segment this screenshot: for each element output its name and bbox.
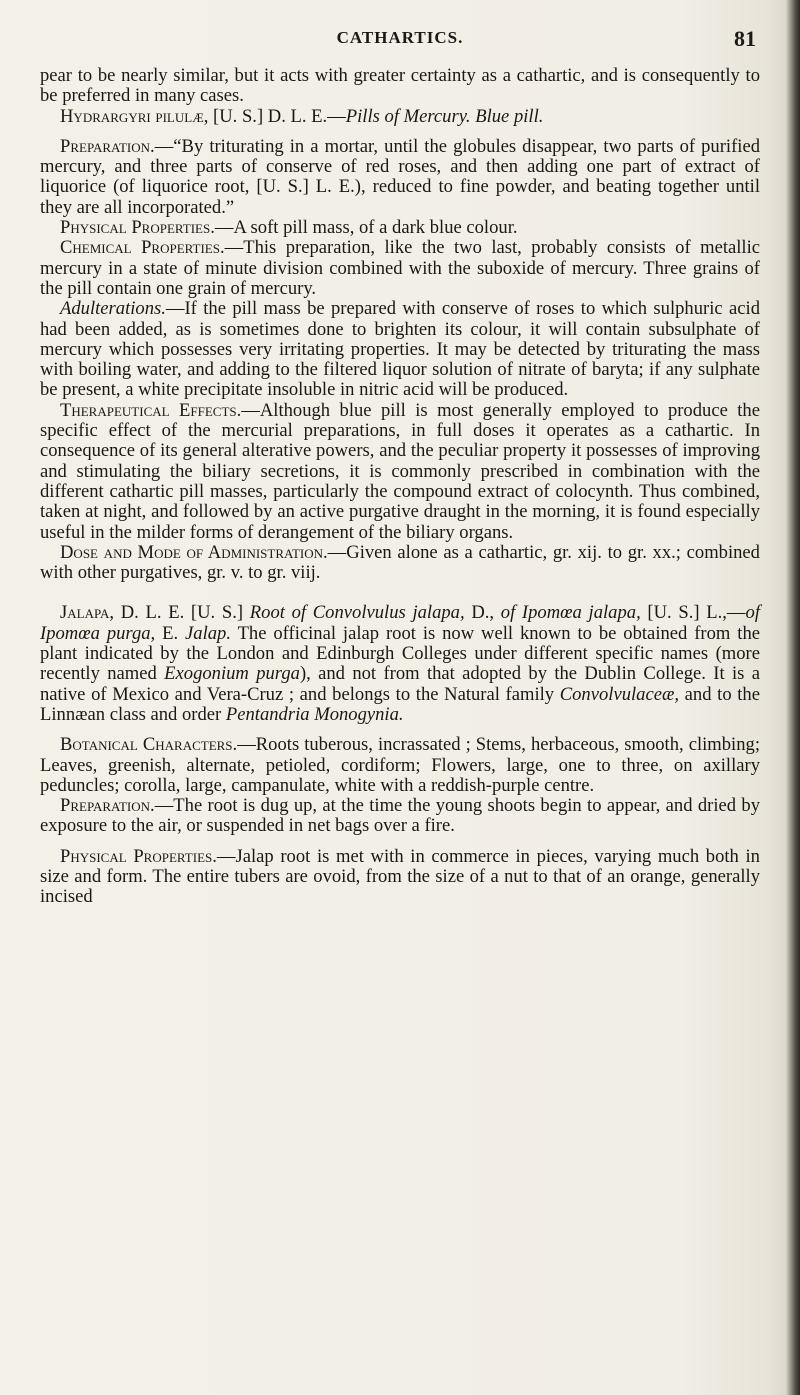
section-label: Preparation. xyxy=(60,135,155,157)
latin-name: Pentandria Monogynia. xyxy=(225,703,404,725)
page-header xyxy=(40,28,760,56)
paragraph-therapeutical-effects xyxy=(40,401,760,543)
paragraph-physical-properties xyxy=(40,218,760,238)
common-name: Jalap. xyxy=(185,622,231,644)
section-text: —The root is dug up, at the time the young shoots begin to appear, and dried by exposure to the air, or suspended in net bags over a fire. xyxy=(40,795,760,837)
entry-text: D., xyxy=(464,602,501,624)
entry-jalapa xyxy=(40,603,760,725)
continued-paragraph: pear to be nearly similar, but it acts with greater certainty as a cathartic, and is consequently to be preferred in many cases. xyxy=(40,65,760,107)
section-label: Therapeutical Effects. xyxy=(60,399,242,421)
page-number: 81 xyxy=(734,26,756,51)
entry-text: and to the Linnæan class and order xyxy=(40,683,760,725)
running-head: CATHARTICS. xyxy=(336,28,464,47)
entry-heading-hydrargyri xyxy=(40,107,760,127)
latin-name: Root of Convolvulus jalapa, xyxy=(249,602,465,624)
entry-title: Hydrargyri pilulæ, xyxy=(60,105,209,127)
section-text: —This preparation, like the two last, probably consists of metallic mercury in a state of minute division combined with the suboxide of mercury. Three grains of the pill contain one grain of mercury. xyxy=(40,237,760,299)
section-text: —Roots tuberous, incrassated ; Stems, herbaceous, smooth, climbing; Leaves, greenish, alternate, petioled, cordiform; Flowers, large, one to three, on axillary peduncles; corolla, large, campanulate, white with a reddish-purple centre. xyxy=(40,734,760,796)
entry-text: ), and not from that adopted by the Dublin College. It is a native of Mexico and Vera-Cruz ; and belongs to the Natural family xyxy=(40,663,760,705)
section-text: —Given alone as a cathartic, gr. xij. to gr. xx.; combined with other purgatives, gr. v. to gr. viij. xyxy=(40,541,760,584)
entry-title-rest: [U. S.] D. L. E.— xyxy=(208,105,346,127)
section-label: Physical Properties. xyxy=(60,845,217,867)
section-label: Botanical Characters. xyxy=(60,734,238,756)
section-label: Physical Properties. xyxy=(60,217,215,239)
paragraph-physical-properties-jalap xyxy=(40,847,760,908)
section-label: Adulterations. xyxy=(60,298,166,320)
paragraph-adulterations xyxy=(40,299,760,400)
entry-title: Jalapa, D. L. E. [U. S.] xyxy=(60,602,250,624)
section-label: Preparation. xyxy=(60,795,155,817)
paragraph-chemical-properties xyxy=(40,238,760,299)
section-label: Dose and Mode of Administration. xyxy=(60,541,328,563)
entry-text: The officinal jalap root is now well known to be obtained from the plant indicated by the London and Edinburgh Colleges under different specific names (more recently named xyxy=(40,622,760,685)
latin-name: Convolvulaceæ, xyxy=(559,683,680,705)
entry-text: [U. S.] L.,— xyxy=(640,602,746,624)
section-text: —Jalap root is met with in commerce in pieces, varying much both in size and form. The entire tubers are ovoid, from the size of a nut to that of an orange, generally incised xyxy=(40,845,760,908)
section-text: —A soft pill mass, of a dark blue colour. xyxy=(214,217,518,239)
latin-name: of Ipomœa jalapa, xyxy=(500,602,641,624)
entry-text: E. xyxy=(155,622,186,644)
section-label: Chemical Properties. xyxy=(60,237,225,259)
paragraph-preparation xyxy=(40,137,760,218)
latin-name: of Ipomœa purga, xyxy=(40,602,760,644)
page-edge-shadow xyxy=(786,0,800,1395)
paragraph-botanical-characters xyxy=(40,735,760,796)
latin-name: Exogonium purga xyxy=(164,663,300,685)
entry-title-translation: Pills of Mercury. Blue pill. xyxy=(345,105,544,127)
section-text: —Although blue pill is most generally employed to produce the specific effect of the mercurial preparations, in full doses it operates as a cathartic. In consequence of its general alterative powers, and the peculiar property it possesses of improving and stimulating the biliary secretions, it is commonly prescribed in combination with the different cathartic pill masses, particularly the compound extract of colocynth. Thus combined, taken at night, and followed by an active purgative draught in the morning, it is found especially useful in the milder forms of derangement of the biliary organs. xyxy=(40,399,760,543)
page-body xyxy=(40,66,760,908)
paragraph-preparation-jalap xyxy=(40,796,760,837)
section-text: —If the pill mass be prepared with conserve of roses to which sulphuric acid had been added, as is sometimes done to brighten its colour, it will contain subsulphate of mercury which possesses very irritating properties. It may be detected by triturating the mass with boiling water, and adding to the filtered liquor solution of nitrate of baryta; if any sulphate be present, a white precipitate insoluble in nitric acid will be produced. xyxy=(40,298,760,401)
paragraph-dose xyxy=(40,543,760,584)
section-text: —“By triturating in a mortar, until the globules disappear, two parts of purified mercury, and three parts of conserve of red roses, and then adding one part of extract of liquorice (of liquorice root, [U. S.] L. E.), reduced to fine powder, and beating together until they are all incorporated.” xyxy=(40,135,760,218)
